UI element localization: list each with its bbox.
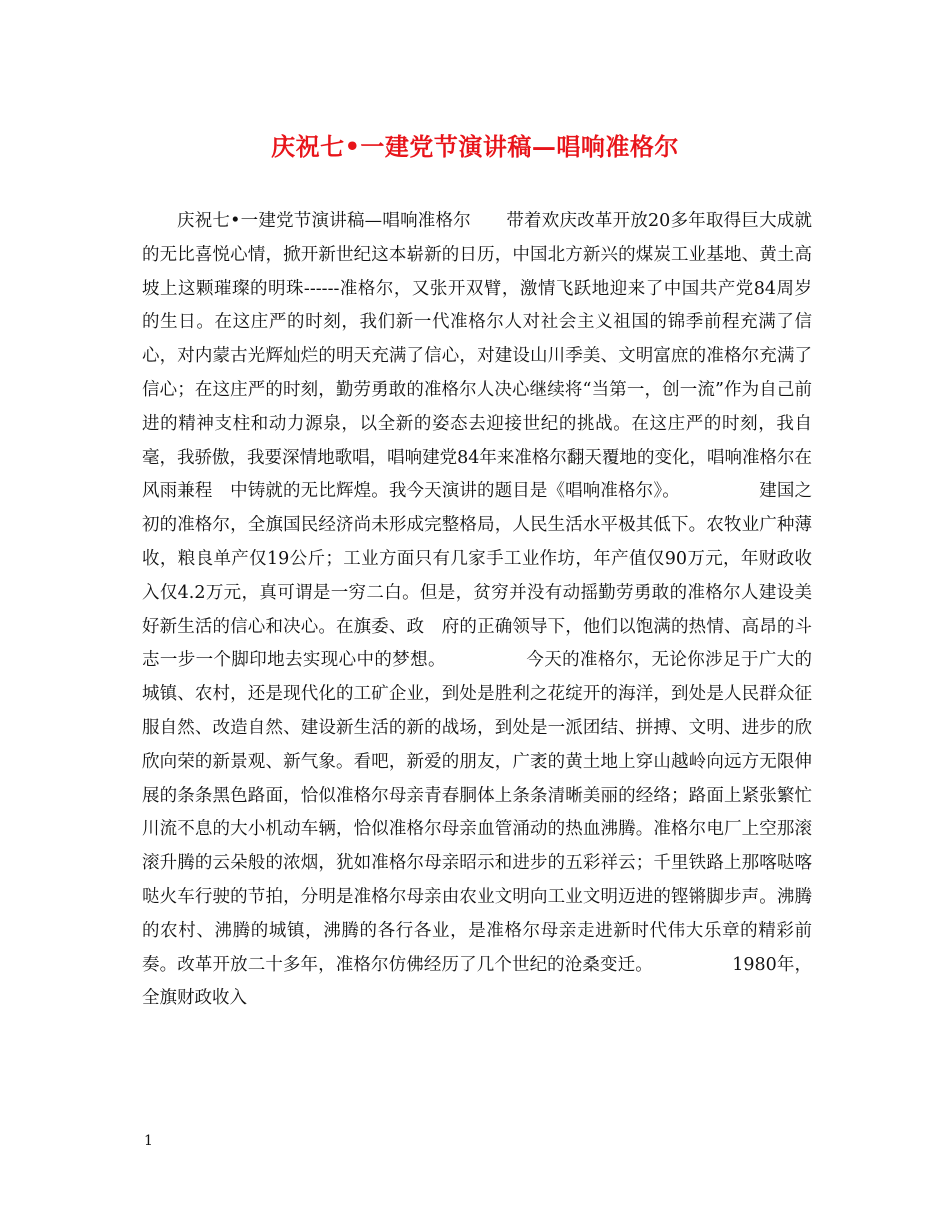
document-body: 庆祝七•一建党节演讲稿—唱响准格尔 带着欢庆改革开放20多年取得巨大成就的无比喜悦心情，掀开新世纪这本崭新的日历，中国北方新兴的煤炭工业基地、黄土高坡上这颗璀璨的明珠------准格尔，又张开双臂，激情飞跃地迎来了中国共产党84周岁的生日。在这庄严的时刻，我们新一代准格尔人对社会主义祖国的锦季前程充满了信心，对内蒙古光辉灿烂的明天充满了信心，对建设山川季美、文明富庶的准格尔充满了信心；在这庄严的时刻，勤劳勇敢的准格尔人决心继续将“当第一，创一流”作为自己前进的精神支柱和动力源泉，以全新的姿态去迎接世纪的挑战。在这庄严的时刻，我自毫，我骄傲，我要深情地歌唱，唱响建党84年来准格尔翻天覆地的变化，唱响准格尔在风雨兼程 中铸就的无比辉煌。我今天演讲的题目是《唱响准格尔》。 建国之初的准格尔，全旗国民经济尚未形成完整格局，人民生活水平极其低下。农牧业广种薄收，粮良单产仅19公斤；工业方面只有几家手工业作坊，年产值仅90万元，年财政收入仅4.2万元，真可谓是一穷二白。但是，贫穷并没有动摇勤劳勇敢的准格尔人建设美好新生活的信心和决心。在旗委、政 府的正确领导下，他们以饱满的热情、高昂的斗志一步一个脚印地去实现心中的梦想。 今天的准格尔，无论你涉足于广大的城镇、农村，还是现代化的工矿企业，到处是胜利之花绽开的海洋，到处是人民群众征服自然、改造自然、建设新生活的新的战场，到处是一派团结、拼搏、文明、进步的欣欣向荣的新景观、新气象。看吧，新爱的朋友，广袤的黄土地上穿山越岭向远方无限伸展的条条黑色路面，恰似准格尔母亲青春胴体上条条清晰美丽的经络；路面上紧张繁忙川流不息的大小机动车辆，恰似准格尔母亲血管涌动的热血沸腾。准格尔电厂上空那滚滚升腾的云朵般的浓烟，犹如准格尔母亲昭示和进步的五彩祥云；千里铁路上那喀哒喀哒火车行驶的节拍，分明是准格尔母亲由农业文明向工业文明迈进的铿锵脚步声。沸腾的农村、沸腾的城镇，沸腾的各行各业，是准格尔母亲走进新时代伟大乐章的精彩前奏。改革开放二十多年，准格尔仿佛经历了几个世纪的沧桑变迁。 1980年，全旗财政收入 (142, 211, 812, 1009)
document-title: 庆祝七•一建党节演讲稿—唱响准格尔 (271, 132, 679, 161)
page-number: 1 (144, 1133, 153, 1149)
